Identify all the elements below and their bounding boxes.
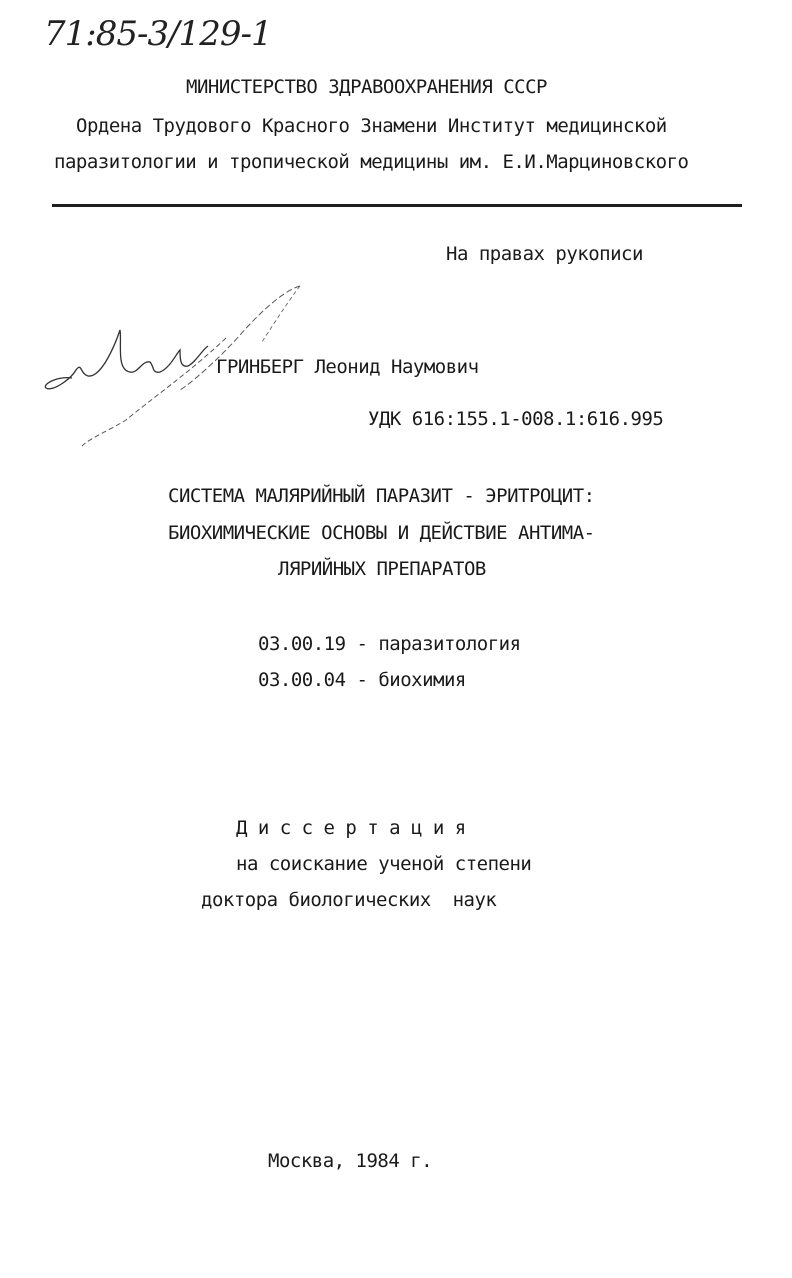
title-line-1: СИСТЕМА МАЛЯРИЙНЫЙ ПАРАЗИТ - ЭРИТРОЦИТ: [168,485,595,507]
specialty-biochemistry: 03.00.04 - биохимия [258,669,466,691]
manuscript-note: На правах рукописи [446,243,643,265]
title-line-2: БИОХИМИЧЕСКИЕ ОСНОВЫ И ДЕЙСТВИЕ АНТИМА- [168,522,595,544]
institute-line-2: паразитологии и тропической медицины им. Е.И.Марциновского [54,151,689,173]
author-name: ГРИНБЕРГ Леонид Наумович [216,356,479,378]
place-and-year: Москва, 1984 г. [268,1150,433,1172]
thesis-type: Д и с с е р т а ц и я [236,817,466,839]
header-divider [52,204,742,207]
specialty-parasitology: 03.00.19 - паразитология [258,633,521,655]
institute-line-1: Ордена Трудового Красного Знамени Институт медицинской [76,115,667,137]
ministry-heading: МИНИСТЕРСТВО ЗДРАВООХРАНЕНИЯ СССР [186,76,547,98]
title-line-3: ЛЯРИЙНЫХ ПРЕПАРАТОВ [278,558,486,580]
archive-number: 71:85-3/129-1 [44,14,272,54]
thesis-degree-line: на соискание ученой степени [236,853,532,875]
thesis-field-line: доктора биологических наук [201,889,497,911]
udc-code: УДК 616:155.1-008.1:616.995 [368,408,664,430]
